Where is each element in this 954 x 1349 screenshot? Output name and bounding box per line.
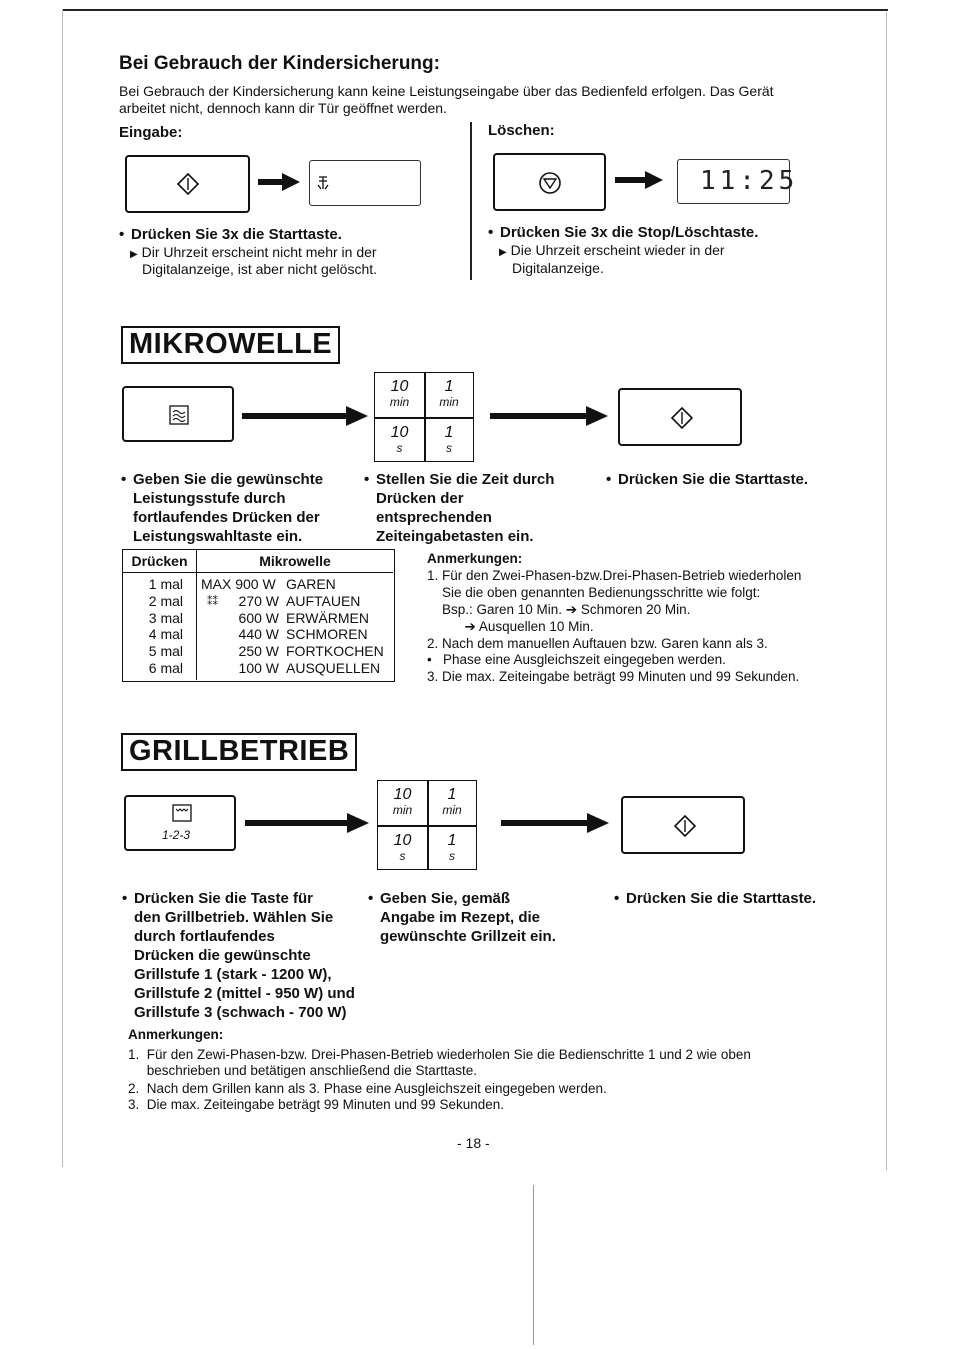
grill-note-1: 1. Für den Zewi-Phasen-bzw. Drei-Phasen-Betrieb wiederholen Sie die Bedienschritte 1 und 2 wie oben [128, 1047, 751, 1062]
microwave-note-5: 2. Nach dem manuellen Auftauen bzw. Garen kann als 3. [427, 636, 768, 651]
defrost-icon: ⁑⁑ [207, 595, 218, 608]
delete-note: ▶ Die Uhrzeit erscheint wieder in der [499, 242, 725, 258]
input-note-2: Digitalanzeige, ist aber nicht gelöscht. [142, 261, 378, 277]
childlock-intro-1: Bei Gebrauch der Kindersicherung kann keine Leistungseingabe über das Bedienfeld erfolgen. Das Gerät [119, 83, 774, 99]
table-header-microwave: Mikrowelle [259, 553, 331, 569]
arrow-icon [242, 405, 370, 427]
column-divider [470, 122, 472, 280]
arrow-icon [615, 170, 665, 190]
arrow-icon [258, 172, 302, 192]
start-icon [670, 406, 694, 430]
page-left-rule [62, 9, 63, 1167]
microwave-note-6: • Phase eine Ausgleichszeit eingegeben werden. [427, 652, 726, 667]
childlock-title: Bei Gebrauch der Kindersicherung: [119, 53, 440, 74]
stop-icon [538, 171, 562, 195]
childlock-intro-2: arbeitet nicht, dennoch kann dir Tür geöffnet werden. [119, 100, 447, 116]
grill-notes-title: Anmerkungen: [128, 1027, 224, 1042]
table-row: 3 mal 600 W ERWÄRMEN [148, 609, 369, 626]
start-icon [176, 172, 200, 196]
page-number: - 18 - [457, 1135, 490, 1151]
arrow-icon [245, 812, 371, 834]
microwave-note-3: Bsp.: Garen 10 Min. ➔ Schmoren 20 Min. [427, 602, 691, 617]
key-10-min[interactable]: 10 min [392, 786, 413, 817]
stop-key[interactable] [493, 153, 606, 211]
table-row: 6 mal 100 W AUSQUELLEN [148, 659, 381, 676]
triangle-icon: ▶ [130, 249, 138, 260]
key-10-s[interactable]: 10 s [390, 424, 409, 455]
page-right-rule [886, 12, 887, 1170]
microwave-icon [169, 405, 189, 425]
grill-icon [172, 804, 192, 822]
time-keypad-microwave [374, 372, 474, 462]
microwave-note-4: ➔ Ausquellen 10 Min. [427, 619, 594, 634]
start-key[interactable] [618, 388, 742, 446]
arrow-icon [501, 812, 611, 834]
grill-note-4: 3. Die max. Zeiteingabe beträgt 99 Minuten und 99 Sekunden. [128, 1097, 504, 1112]
arrow-icon [490, 405, 610, 427]
grill-note-3: 2. Nach dem Grillen kann als 3. Phase eine Ausgleichszeit eingegeben werden. [128, 1081, 607, 1096]
lock-indicator-icon [316, 175, 330, 191]
table-body [123, 576, 393, 677]
grill-key-label: 1-2-3 [162, 828, 191, 842]
table-header-press: Drücken [131, 553, 188, 569]
delete-label: Löschen: [488, 122, 555, 139]
power-table [122, 549, 395, 682]
table-row: 4 mal 440 W SCHMOREN [148, 626, 368, 643]
page-top-rule [62, 9, 888, 11]
input-label: Eingabe: [119, 124, 183, 141]
clock-display: 11:25 [677, 159, 790, 204]
microwave-note-7: 3. Die max. Zeiteingabe beträgt 99 Minuten und 99 Sekunden. [427, 669, 800, 684]
microwave-notes-title: Anmerkungen: [427, 551, 523, 566]
section-title-microwave: MIKROWELLE [121, 326, 340, 364]
start-icon [673, 814, 697, 838]
delete-note-2: Digitalanzeige. [512, 260, 604, 276]
grill-key[interactable] [124, 795, 236, 851]
key-10-s[interactable]: 10 s [393, 832, 412, 863]
start-key[interactable] [125, 155, 250, 213]
binding-rule [533, 1185, 534, 1345]
microwave-note-1: 1. Für den Zwei-Phasen-bzw.Drei-Phasen-Betrieb wiederholen [427, 568, 802, 583]
grill-note-2: beschrieben und betätigen anschließend die Starttaste. [128, 1063, 477, 1078]
key-10-min[interactable]: 10 min [389, 378, 410, 409]
table-row: 2 mal ⁑⁑ 270 W AUFTAUEN [148, 592, 361, 609]
triangle-icon: ▶ [499, 247, 507, 258]
start-key[interactable] [621, 796, 745, 854]
section-title-grill: GRILLBETRIEB [121, 733, 357, 771]
display-blank [309, 160, 421, 206]
key-1-s[interactable]: 1 s [447, 832, 457, 863]
key-1-s[interactable]: 1 s [444, 424, 454, 455]
power-key[interactable] [122, 386, 234, 442]
table-row: 5 mal 250 W FORTKOCHEN [148, 643, 384, 660]
microwave-note-2: Sie die oben genannten Bedienungsschritte wie folgt: [427, 585, 761, 600]
time-keypad-grill [377, 780, 477, 870]
key-1-min[interactable]: 1 min [439, 378, 459, 409]
table-row: 1 mal MAX 900 W GAREN [148, 576, 336, 592]
key-1-min[interactable]: 1 min [442, 786, 462, 817]
input-note: ▶ Dir Uhrzeit erscheint nicht mehr in der [130, 244, 377, 260]
